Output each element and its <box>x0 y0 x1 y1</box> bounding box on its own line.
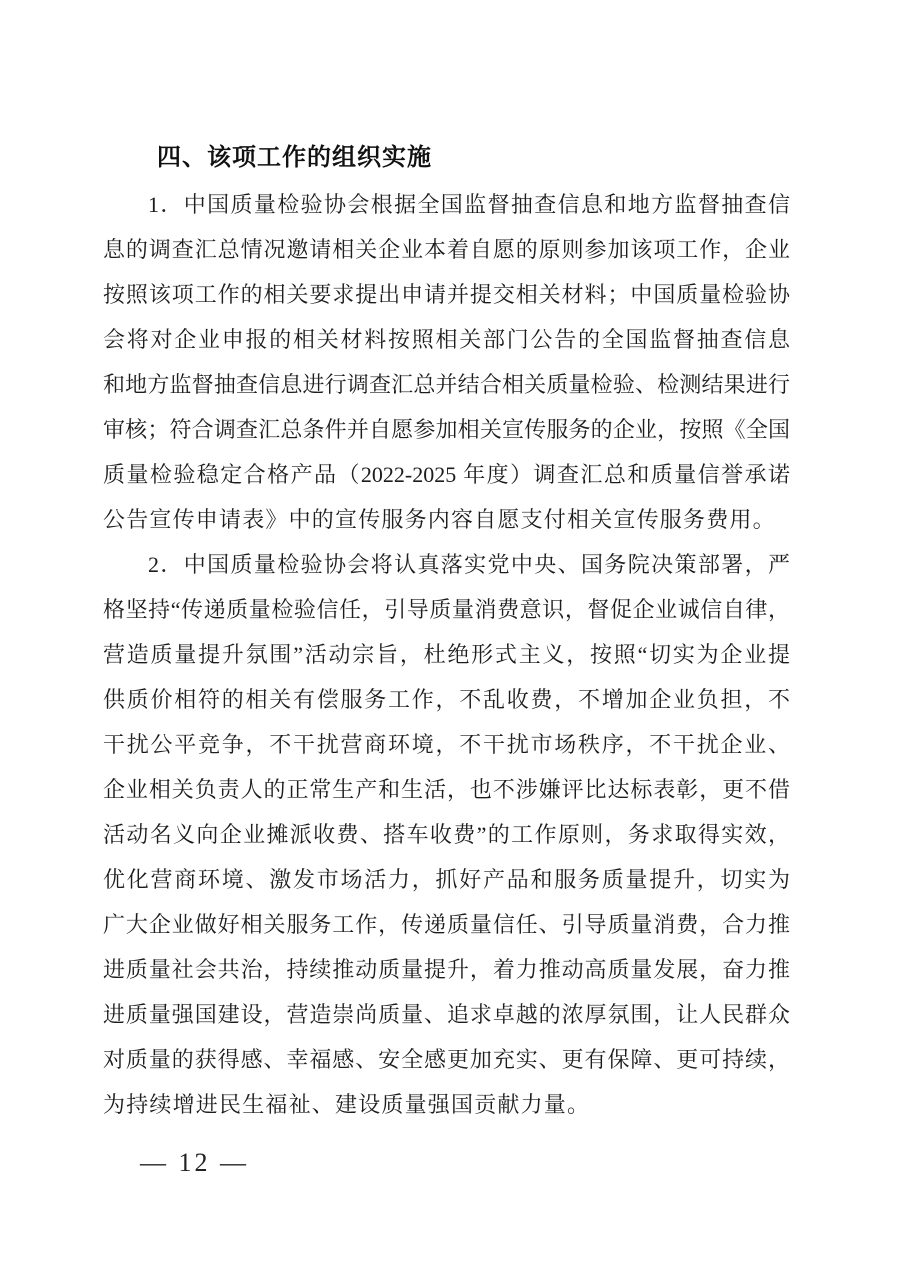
text-line: 审核；符合调查汇总条件并自愿参加相关宣传服务的企业，按照《全国 <box>103 417 790 442</box>
text-line: 和地方监督抽查信息进行调查汇总并结合相关质量检验、检测结果进行 <box>103 372 790 397</box>
paragraph-1 <box>103 182 790 542</box>
text-line: 优化营商环境、激发市场活力，抓好产品和服务质量提升，切实为 <box>103 867 790 892</box>
text-line: 进质量强国建设，营造崇尚质量、追求卓越的浓厚氛围，让人民群众 <box>103 1002 790 1027</box>
text-line: 公告宣传申请表》中的宣传服务内容自愿支付相关宣传服务费用。 <box>103 507 776 532</box>
text-line: 格坚持“传递质量检验信任，引导质量消费意识，督促企业诚信自律， <box>103 597 790 622</box>
text-line: 按照该项工作的相关要求提出申请并提交相关材料；中国质量检验协 <box>103 282 790 307</box>
page-number: — 12 — <box>140 1148 249 1177</box>
paragraph-2 <box>103 542 790 1127</box>
text-line: 2．中国质量检验协会将认真落实党中央、国务院决策部署，严 <box>148 552 790 577</box>
text-line: 供质价相符的相关有偿服务工作，不乱收费，不增加企业负担，不 <box>103 687 790 712</box>
document-content <box>103 143 790 1127</box>
text-line: 企业相关负责人的正常生产和生活，也不涉嫌评比达标表彰，更不借 <box>103 777 790 802</box>
text-line: 质量检验稳定合格产品（2022-2025 年度）调查汇总和质量信誉承诺 <box>103 462 790 487</box>
text-line: 干扰公平竞争，不干扰营商环境，不干扰市场秩序，不干扰企业、 <box>103 732 790 757</box>
text-line: 对质量的获得感、幸福感、安全感更加充实、更有保障、更可持续， <box>103 1047 790 1072</box>
text-line: 营造质量提升氛围”活动宗旨，杜绝形式主义，按照“切实为企业提 <box>103 642 790 667</box>
section-heading: 四、该项工作的组织实施 <box>157 143 432 171</box>
text-line: 为持续增进民生福祉、建设质量强国贡献力量。 <box>103 1092 591 1117</box>
text-line: 会将对企业申报的相关材料按照相关部门公告的全国监督抽查信息 <box>103 327 790 352</box>
text-line: 活动名义向企业摊派收费、搭车收费”的工作原则，务求取得实效， <box>103 822 790 847</box>
text-line: 广大企业做好相关服务工作，传递质量信任、引导质量消费，合力推 <box>103 912 790 937</box>
text-line: 进质量社会共治，持续推动质量提升，着力推动高质量发展，奋力推 <box>103 957 790 982</box>
text-line: 息的调查汇总情况邀请相关企业本着自愿的原则参加该项工作，企业 <box>103 237 790 262</box>
text-line: 1．中国质量检验协会根据全国监督抽查信息和地方监督抽查信 <box>148 192 790 217</box>
